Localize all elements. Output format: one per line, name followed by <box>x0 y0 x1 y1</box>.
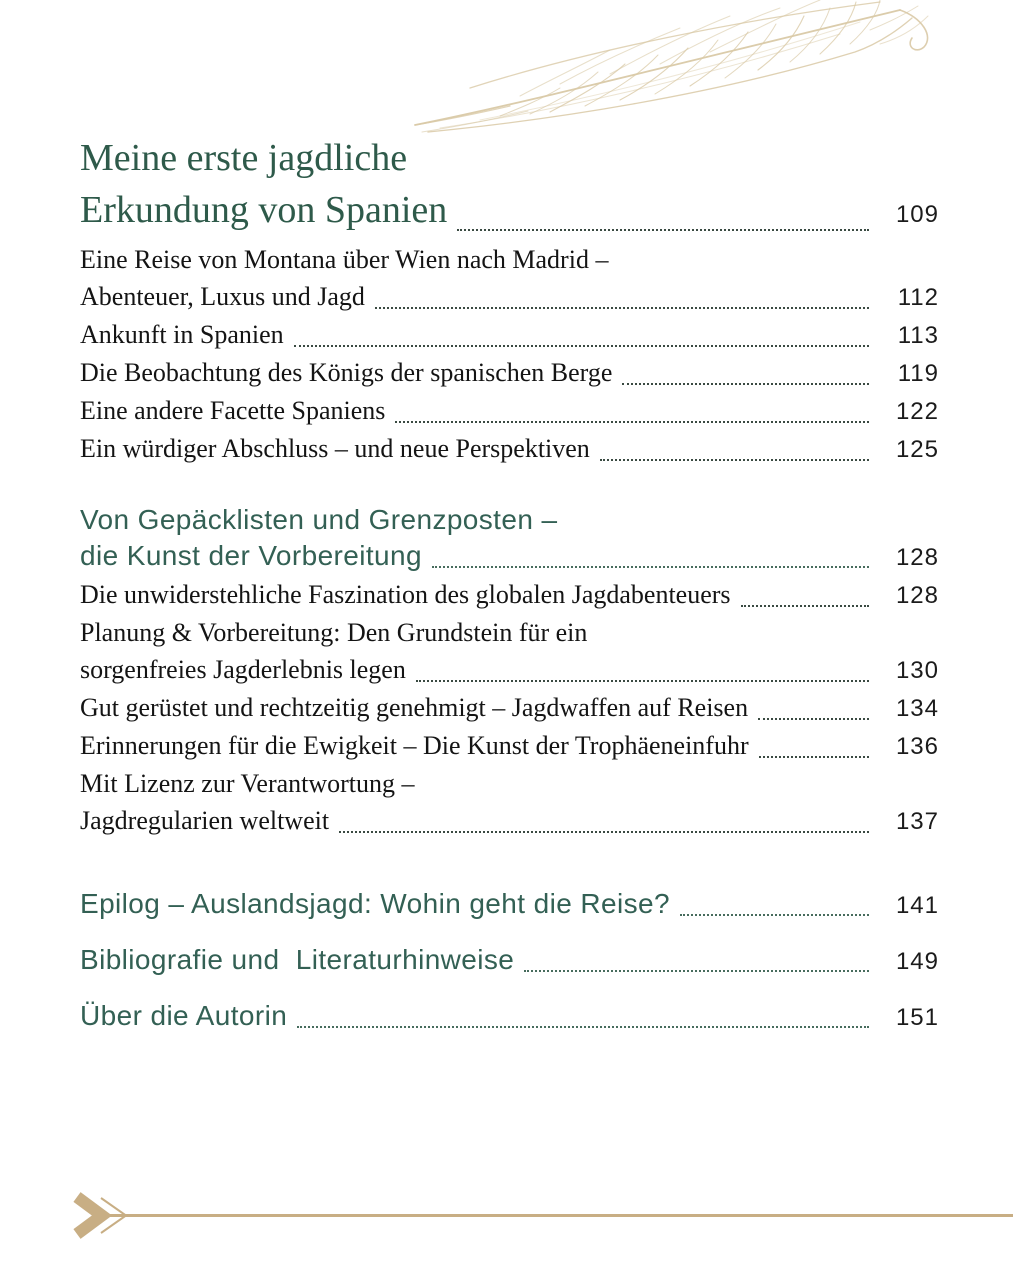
toc-item-row <box>80 316 939 354</box>
toc-entry-text: sorgenfreies Jagderlebnis legen <box>80 655 406 684</box>
page-number: 151 <box>895 1004 939 1031</box>
toc-section-row <box>80 886 939 924</box>
toc-item-row <box>80 802 939 840</box>
page-number: 141 <box>895 892 939 919</box>
toc-entry-text: Erinnerungen für die Ewigkeit – Die Kunst der Trophäeneinfuhr <box>80 731 749 760</box>
toc-entry-text: Meine erste jagdliche <box>80 137 408 179</box>
toc-entry-text: Ankunft in Spanien <box>80 320 284 349</box>
toc-entry-text: Bibliografie und Literaturhinweise <box>80 944 515 975</box>
toc-item-row <box>80 354 939 392</box>
toc-section-row <box>80 942 939 980</box>
toc-entry-text: Gut gerüstet und rechtzeitig genehmigt – Jagdwaffen auf Reisen <box>80 693 749 722</box>
dotted-leader <box>524 970 869 972</box>
page-number: 136 <box>895 733 939 760</box>
dotted-leader <box>622 383 869 385</box>
dotted-leader <box>339 831 869 833</box>
toc-chapter-row <box>80 132 939 184</box>
toc-entry-text: Eine andere Facette Spaniens <box>80 396 386 425</box>
toc-item-row <box>80 278 939 316</box>
toc-item-row <box>80 765 939 802</box>
dotted-leader <box>680 914 869 916</box>
table-of-contents <box>80 132 939 1036</box>
toc-entry-text: Die Beobachtung des Königs der spanischen Berge <box>80 358 613 387</box>
page-number: 134 <box>895 695 939 722</box>
dotted-leader <box>297 1026 869 1028</box>
feather-illustration-icon <box>400 0 965 152</box>
dotted-leader <box>416 680 869 682</box>
dotted-leader <box>395 421 869 423</box>
page-number: 119 <box>897 360 939 387</box>
toc-entry-text: Jagdregularien weltweit <box>80 806 330 835</box>
toc-entry-text: die Kunst der Vorbereitung <box>80 540 422 571</box>
toc-item-row <box>80 727 939 765</box>
page-number: 112 <box>897 284 939 311</box>
toc-item-row <box>80 576 939 614</box>
page-number: 113 <box>897 322 939 349</box>
dotted-leader <box>432 566 869 568</box>
page-number: 128 <box>895 544 939 571</box>
dotted-leader <box>375 307 869 309</box>
arrow-line-divider-icon <box>0 1184 1013 1244</box>
toc-item-row <box>80 430 939 468</box>
dotted-leader <box>758 718 869 720</box>
dotted-leader <box>600 459 869 461</box>
toc-entry-text: Erkundung von Spanien <box>80 189 448 231</box>
toc-entry-text: Planung & Vorbereitung: Den Grundstein für ein <box>80 618 588 647</box>
toc-section-row <box>80 538 939 576</box>
page-number: 128 <box>895 582 939 609</box>
toc-item-row <box>80 241 939 278</box>
dotted-leader <box>759 756 869 758</box>
toc-entry-text: Über die Autorin <box>80 1000 288 1031</box>
toc-item-row <box>80 392 939 430</box>
toc-chapter-row <box>80 184 939 241</box>
page-number: 149 <box>895 948 939 975</box>
toc-item-row <box>80 614 939 651</box>
toc-section-row <box>80 502 939 538</box>
toc-entry-text: Abenteuer, Luxus und Jagd <box>80 282 365 311</box>
dotted-leader <box>294 345 869 347</box>
page-number: 125 <box>895 436 939 463</box>
toc-entry-text: Epilog – Auslandsjagd: Wohin geht die Reise? <box>80 888 670 919</box>
page-number: 109 <box>895 201 939 228</box>
dotted-leader <box>457 229 869 231</box>
page-number: 130 <box>895 657 939 684</box>
toc-entry-text: Die unwiderstehliche Faszination des globalen Jagdabenteuers <box>80 580 731 609</box>
toc-entry-text: Ein würdiger Abschluss – und neue Perspektiven <box>80 434 590 463</box>
dotted-leader <box>741 605 869 607</box>
toc-section-row <box>80 998 939 1036</box>
toc-item-row <box>80 689 939 727</box>
page-number: 137 <box>895 808 939 835</box>
page-number: 122 <box>895 398 939 425</box>
toc-entry-text: Eine Reise von Montana über Wien nach Madrid – <box>80 245 609 274</box>
toc-entry-text: Mit Lizenz zur Verantwortung – <box>80 769 415 798</box>
toc-entry-text: Von Gepäcklisten und Grenzposten – <box>80 504 558 535</box>
toc-item-row <box>80 651 939 689</box>
